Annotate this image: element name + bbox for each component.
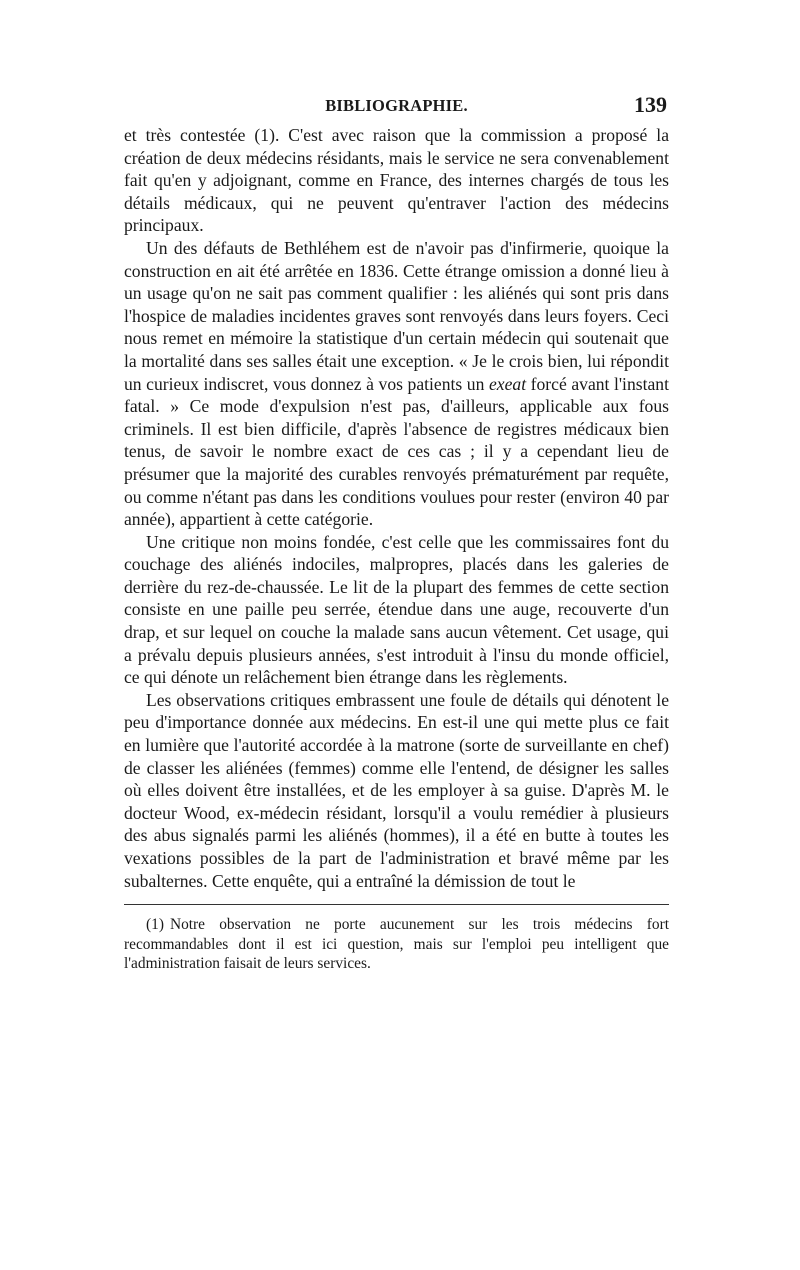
paragraph-continuation: et très contestée (1). C'est avec raison que la commission a proposé la création de deux médecins résidants, mais le service ne sera convenablement fait qu'en y adjoignant, comme en France, des internes chargés de tous les détails médicaux, qui ne peuvent qu'entraver l'action des médecins principaux. bbox=[124, 125, 669, 236]
footnote-marker: (1) bbox=[146, 916, 164, 934]
footnote-separator bbox=[124, 904, 669, 905]
footnote bbox=[124, 915, 669, 974]
footnote-text: Notre observation ne porte aucunement sur les trois médecins fort recommandables dont il est ici question, mais sur l'emploi peu intelligent que l'administration faisait de leurs services. bbox=[124, 916, 669, 973]
page-number: 139 bbox=[634, 92, 667, 117]
paragraph-text: Un des défauts de Bethléhem est de n'avoir pas d'infirmerie, quoique la construction en ait été arrêtée en 1836. Cette étrange omission a donné lieu à un usage qu'on ne sait pas comment qualifier : les aliénés qui sont pris dans l'hospice de maladies incidentes graves sont renvoyés dans leurs foyers. Ceci nous remet en mémoire la statistique d'un certain médecin qui soutenait que la mortalité dans ses salles était une exception. « Je le crois bien, lui répondit un curieux indiscret, vous donnez à vos patients un bbox=[124, 237, 669, 394]
paragraph-bethlehem-infirmary bbox=[124, 237, 669, 531]
paragraph-bedding-critique: Une critique non moins fondée, c'est celle que les commissaires font du couchage des aliénés indociles, malpropres, placés dans les galeries de derrière du rez-de-chaussée. Le lit de la plupart des femmes de cette section consiste en une paille peu serrée, étendue dans une auge, recouverte d'un drap, et sur lequel on couche la malade sans aucun vêtement. Cet usage, qui a prévalu depuis plusieurs années, s'est introduit à l'insu du monde officiel, ce qui dénote un relâchement bien étrange dans les règlements. bbox=[124, 531, 669, 688]
running-header bbox=[124, 92, 669, 124]
latin-term-exeat: exeat bbox=[488, 373, 527, 394]
paragraph-text: forcé avant l'instant fatal. » Ce mode d'expulsion n'est pas, d'ailleurs, applicable aux fous criminels. Il est bien difficile, d'après l'absence de registres médicaux bien tenus, de savoir le nombre exact de ces cas ; il y a cependant lieu de présumer que la majorité des curables renvoyés prématurément par requête, ou comme n'étant pas dans les conditions voulues pour rester (environ 40 par année), appartient à cette catégorie. bbox=[124, 373, 669, 530]
main-text bbox=[124, 124, 669, 892]
paragraph-observations: Les observations critiques embrassent une foule de détails qui dénotent le peu d'importance donnée aux médecins. En est-il une qui mette plus ce fait en lumière que l'autorité accordée à la matrone (sorte de surveillante en chef) de classer les aliénées (femmes) comme elle l'entend, de désigner les salles où elles doivent être installées, et de les employer à sa guise. D'après M. le docteur Wood, ex-médecin résidant, lorsqu'il a voulu remédier à plusieurs des abus signalés parmi les aliénés (hommes), il a été en butte à toutes les vexations possibles de la part de l'administration et bravé même par les subalternes. Cette enquête, qui a entraîné la démission de tout le bbox=[124, 689, 669, 891]
running-title: BIBLIOGRAPHIE. bbox=[325, 96, 468, 115]
book-page bbox=[124, 92, 669, 974]
